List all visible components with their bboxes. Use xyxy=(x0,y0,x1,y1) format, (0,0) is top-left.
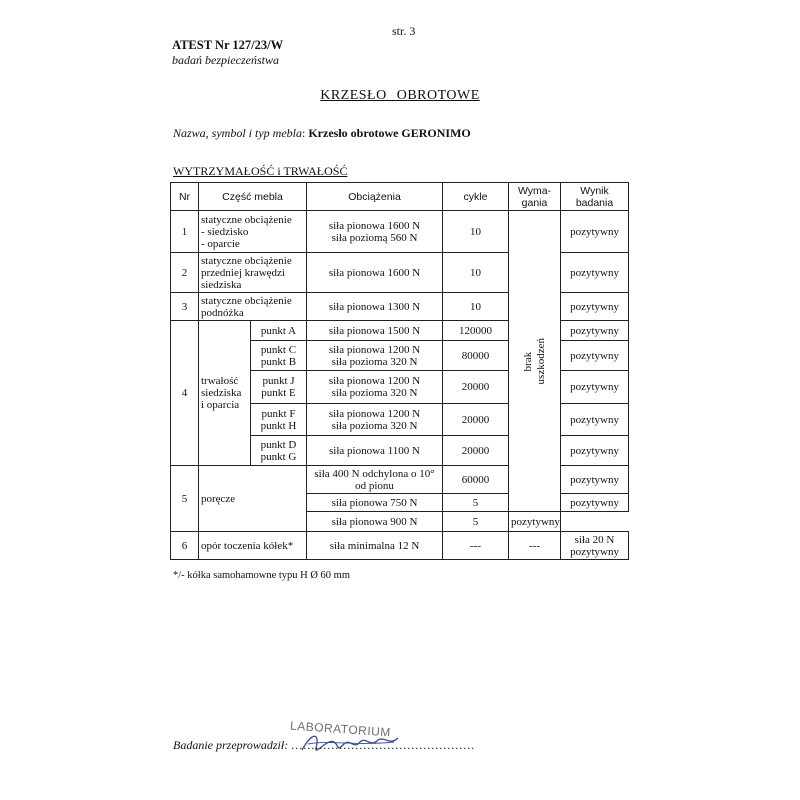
row-cycles: 20000 xyxy=(443,436,509,466)
row-nr: 6 xyxy=(171,532,199,560)
row-cycles: 20000 xyxy=(443,404,509,436)
requirements-text: brak uszkodzeń xyxy=(521,337,547,385)
header-cycles: cykle xyxy=(443,183,509,211)
table-row xyxy=(171,211,629,253)
row-load: siła pionowa 1300 N xyxy=(307,293,443,321)
row-point: punkt D punkt G xyxy=(251,436,307,466)
row-part: opór toczenia kółek* xyxy=(199,532,307,560)
row-cycles: 10 xyxy=(443,253,509,293)
row-nr: 2 xyxy=(171,253,199,293)
row-load: siła pionowa 750 N xyxy=(307,494,443,512)
row-result: siła 20 N pozytywny xyxy=(561,532,629,560)
row-result: pozytywny xyxy=(561,494,629,512)
row-part: statyczne obciążenie - siedzisko - oparcie xyxy=(199,211,307,253)
certificate-type: badań bezpieczeństwa xyxy=(172,53,279,67)
results-table xyxy=(170,182,629,560)
furniture-name-value: Krzesło obrotowe GERONIMO xyxy=(308,126,471,140)
row-result: pozytywny xyxy=(561,371,629,404)
table-row xyxy=(171,293,629,321)
row-cycles: 10 xyxy=(443,293,509,321)
row-load: siła pionowa 1200 N siła pozioma 320 N xyxy=(307,371,443,404)
header-result: Wynik badania xyxy=(561,183,629,211)
row-result: pozytywny xyxy=(561,404,629,436)
row-part: poręcze xyxy=(199,466,307,532)
requirements-cell xyxy=(509,211,561,512)
row-load: siła minimalna 12 N xyxy=(307,532,443,560)
row-part: trwałość siedziska i oparcia xyxy=(199,321,251,466)
row-point: punkt A xyxy=(251,321,307,341)
row-load: siła 400 N odchylona o 10° od pionu xyxy=(307,466,443,494)
certificate-number: ATEST Nr 127/23/W xyxy=(172,38,284,52)
row-load: siła pionowa 1600 N xyxy=(307,253,443,293)
document-title: KRZESŁO OBROTOWE xyxy=(320,88,480,103)
header-requirements: Wyma- gania xyxy=(509,183,561,211)
row-cycles: 5 xyxy=(443,494,509,512)
signature-dots: .............................................. xyxy=(291,738,476,752)
table-header-row xyxy=(171,183,629,211)
header-part: Część mebla xyxy=(199,183,307,211)
row-load: siła pionowa 1500 N xyxy=(307,321,443,341)
row-cycles: 80000 xyxy=(443,341,509,371)
row-load: siła pionowa 1600 N siła poziomą 560 N xyxy=(307,211,443,253)
header-nr: Nr xyxy=(171,183,199,211)
row-nr: 4 xyxy=(171,321,199,466)
table-row xyxy=(171,321,629,341)
row-nr: 1 xyxy=(171,211,199,253)
row-point: punkt J punkt E xyxy=(251,371,307,404)
row-load: siła pionowa 900 N xyxy=(307,512,443,532)
footnote: */- kółka samohamowne typu H Ø 60 mm xyxy=(173,570,351,581)
row-result: pozytywny xyxy=(561,466,629,494)
row-cycles: --- xyxy=(443,532,509,560)
header-load: Obciążenia xyxy=(307,183,443,211)
row-part: statyczne obciążenie przedniej krawędzi siedziska xyxy=(199,253,307,293)
row-nr: 5 xyxy=(171,466,199,532)
row-part: statyczne obciążenie podnóżka xyxy=(199,293,307,321)
page-number: str. 3 xyxy=(392,24,416,38)
row-cycles: 5 xyxy=(443,512,509,532)
signature-line xyxy=(173,738,475,753)
row-result: pozytywny xyxy=(509,512,561,532)
row-cycles: 20000 xyxy=(443,371,509,404)
row-result: pozytywny xyxy=(561,293,629,321)
row-cycles: 10 xyxy=(443,211,509,253)
row-result: pozytywny xyxy=(561,341,629,371)
laboratory-stamp: LABORATORIUM xyxy=(289,718,392,740)
row-load: siła pionowa 1200 N siła pozioma 320 N xyxy=(307,341,443,371)
furniture-name-line: Nazwa, symbol i typ mebla: Krzesło obrotowe GERONIMO xyxy=(173,126,471,140)
row-load: siła pionowa 1200 N siła pozioma 320 N xyxy=(307,404,443,436)
signature-label: Badanie przeprowadził: xyxy=(173,738,289,752)
row-cycles: 60000 xyxy=(443,466,509,494)
row-nr: 3 xyxy=(171,293,199,321)
row-cycles: 120000 xyxy=(443,321,509,341)
furniture-name-label: Nazwa, symbol i typ mebla xyxy=(173,126,302,140)
row-requirement: --- xyxy=(509,532,561,560)
row-point: punkt C punkt B xyxy=(251,341,307,371)
row-point: punkt F punkt H xyxy=(251,404,307,436)
row-result: pozytywny xyxy=(561,436,629,466)
table-row xyxy=(171,466,629,494)
row-result: pozytywny xyxy=(561,211,629,253)
row-result: pozytywny xyxy=(561,321,629,341)
table-row xyxy=(171,253,629,293)
row-load: siła pionowa 1100 N xyxy=(307,436,443,466)
section-heading: WYTRZYMAŁOŚĆ i TRWAŁOŚĆ xyxy=(173,164,348,178)
table-row xyxy=(171,532,629,560)
row-result: pozytywny xyxy=(561,253,629,293)
